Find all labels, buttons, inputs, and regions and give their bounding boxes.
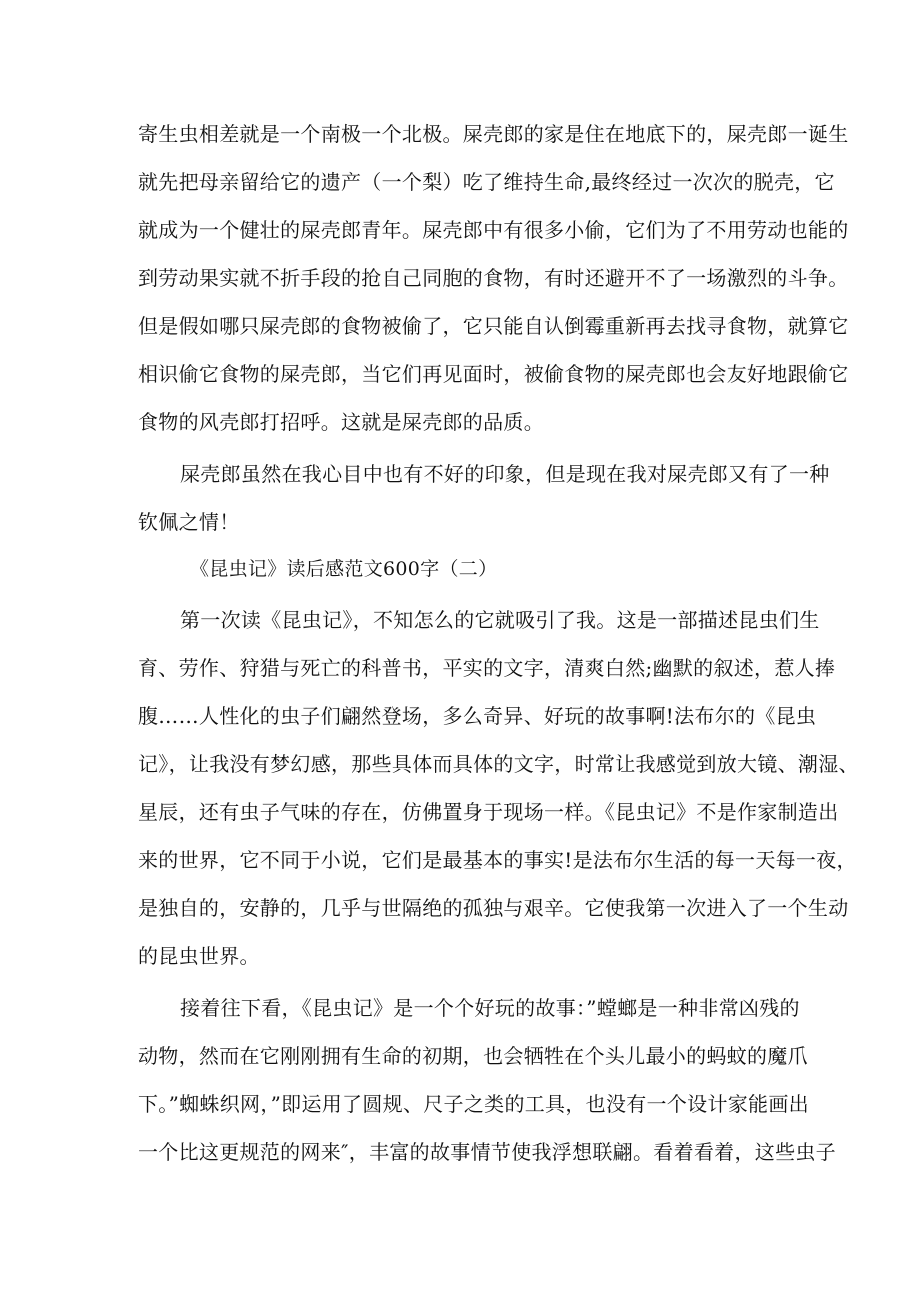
paragraph-1-line-5: 但是假如哪只屎壳郎的食物被偷了，它只能自认倒霉重新再去找寻食物，就算它 <box>138 314 849 338</box>
paragraph-4-line-4: 一个比这更规范的网来″，丰富的故事情节使我浮想联翩。看着看着，这些虫子 <box>138 1140 836 1164</box>
section-heading: 《昆虫记》读后感范文600字（二） <box>190 558 498 580</box>
paragraph-3-line-2: 育、劳作、狩猎与死亡的科普书，平实的文字，清爽白然;幽默的叙述，惹人捧 <box>138 656 836 680</box>
paragraph-1-line-3: 就成为一个健壮的屎壳郎青年。屎壳郎中有很多小偷，它们为了不用劳动也能的 <box>138 218 849 242</box>
paragraph-3-line-8: 的昆虫世界。 <box>138 944 260 968</box>
paragraph-2-line-2: 钦佩之情！ <box>138 510 240 534</box>
paragraph-2-line-1: 屎壳郎虽然在我心目中也有不好的印象，但是现在我对屎壳郎又有了一种 <box>180 462 830 486</box>
paragraph-4-line-2: 动物，然而在它刚刚拥有生命的初期，也会牺牲在个头儿最小的蚂蚊的魔爪 <box>138 1044 808 1068</box>
paragraph-3-line-6: 来的世界，它不同于小说，它们是最基本的事实!是法布尔生活的每一天每一夜， <box>138 848 857 872</box>
paragraph-1-line-1: 寄生虫相差就是一个南极一个北极。屎壳郎的家是住在地底下的，屎壳郎一诞生 <box>138 122 849 146</box>
paragraph-1-line-6: 相识偷它食物的屎壳郎，当它们再见面时，被偷食物的屎壳郎也会友好地跟偷它 <box>138 362 849 386</box>
paragraph-3-line-1: 第一次读《昆虫记》，不知怎么的它就吸引了我。这是一部描述昆虫们生 <box>180 608 820 632</box>
paragraph-4-line-3: 下。”蜘蛛织网，”即运用了圆规、尺子之类的工具，也没有一个设计家能画出 <box>138 1092 809 1116</box>
paragraph-3-line-7: 是独自的，安静的，几乎与世隔绝的孤独与艰辛。它使我第一次进入了一个生动 <box>138 896 849 920</box>
paragraph-3-line-4: 记》，让我没有梦幻感，那些具体而具体的文字，时常让我感觉到放大镜、潮湿、 <box>138 752 859 776</box>
paragraph-4-line-1: 接着往下看，《昆虫记》是一个个好玩的故事：”螳螂是一种非常凶残的 <box>180 996 800 1020</box>
paragraph-3-line-3: 腹……人性化的虫子们翩然登场，多么奇异、好玩的故事啊!法布尔的《昆虫 <box>138 704 817 728</box>
paragraph-1-line-2: 就先把母亲留给它的遗产（一个梨）吃了维持生命,最终经过一次次的脱壳，它 <box>138 170 835 194</box>
paragraph-1-line-7: 食物的风壳郎打招呼。这就是屎壳郎的品质。 <box>138 410 544 434</box>
paragraph-3-line-5: 星辰，还有虫子气味的存在，仿佛置身于现场一样。《昆虫记》不是作家制造出 <box>138 800 839 824</box>
paragraph-1-line-4: 到劳动果实就不折手段的抢自己同胞的食物，有时还避开不了一场激烈的斗争。 <box>138 266 849 290</box>
